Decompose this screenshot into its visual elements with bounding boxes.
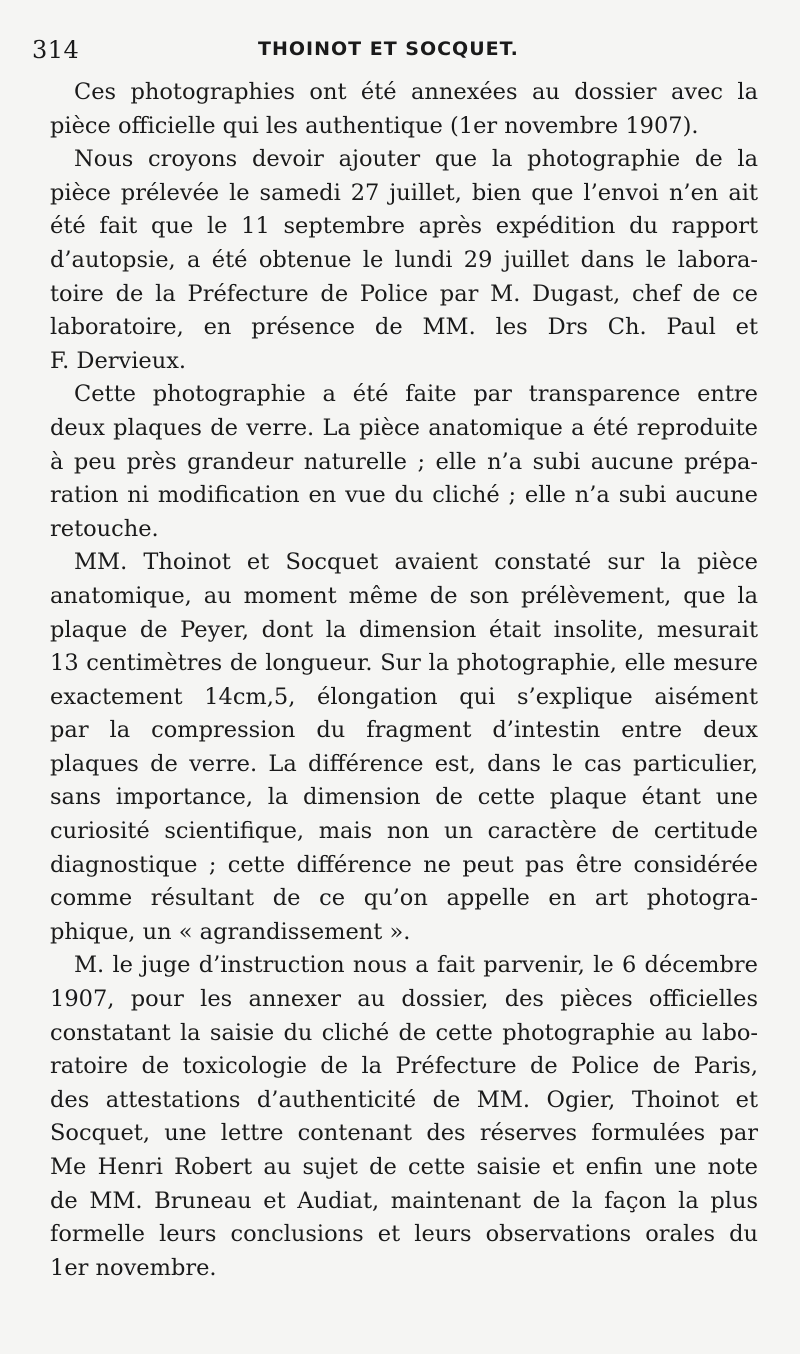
text-line: Socquet, une lettre contenant des réserves formulées par	[50, 1120, 758, 1147]
page-number: 314	[32, 36, 80, 64]
text-line: été fait que le 11 septembre après expédition du rapport	[50, 213, 758, 240]
page-header	[28, 36, 772, 72]
text-line: deux plaques de verre. La pièce anatomique a été reproduite	[50, 414, 758, 441]
text-line: laboratoire, en présence de MM. les Drs Ch. Paul et	[50, 314, 758, 341]
body-text	[50, 76, 758, 1285]
text-line: ratoire de toxicologie de la Préfecture de Police de Paris,	[50, 1053, 758, 1080]
text-line: MM. Thoinot et Socquet avaient constaté sur la pièce	[74, 549, 758, 576]
text-line: des attestations d’authenticité de MM. Ogier, Thoinot et	[50, 1086, 758, 1113]
text-line: Me Henri Robert au sujet de cette saisie et enfin une note	[50, 1154, 758, 1180]
text-line: d’autopsie, a été obtenue le lundi 29 juillet dans le labora-	[50, 246, 758, 273]
text-line: retouche.	[50, 515, 159, 542]
running-head: THOINOT ET SOCQUET.	[258, 38, 519, 60]
text-line: sans importance, la dimension de cette plaque étant une	[50, 784, 758, 811]
text-line: curiosité scientifique, mais non un caractère de certitude	[50, 818, 758, 845]
text-line: par la compression du fragment d’intestin entre deux	[50, 717, 758, 744]
text-line: ration ni modification en vue du cliché ; elle n’a subi aucune	[50, 482, 758, 509]
para-annexes	[50, 76, 758, 143]
text-line: toire de la Préfecture de Police par M. Dugast, chef de ce	[50, 280, 758, 307]
text-line: pièce officielle qui les authentique (1er novembre 1907).	[50, 112, 699, 139]
text-line: diagnostique ; cette différence ne peut pas être considérée	[50, 851, 758, 878]
text-line: 1er novembre.	[50, 1254, 217, 1281]
text-line: comme résultant de ce qu’on appelle en art photogra-	[50, 885, 758, 912]
text-line: constatant la saisie du cliché de cette photographie au labo-	[50, 1019, 758, 1046]
text-line: exactement 14cm,5, élongation qui s’explique aisément	[50, 683, 758, 710]
text-line: F. Dervieux.	[50, 347, 187, 374]
para-transparence	[50, 378, 758, 546]
text-line: anatomique, au moment même de son prélèvement, que la	[50, 582, 758, 609]
text-line: phique, un « agrandissement ».	[50, 918, 411, 945]
para-plaque-peyer	[50, 546, 758, 949]
para-piece-prelevee	[50, 143, 758, 378]
para-juge-instruction	[50, 949, 758, 1285]
text-line: Ces photographies ont été annexées au dossier avec la	[74, 79, 758, 105]
text-line: Cette photographie a été faite par transparence entre	[74, 381, 758, 408]
text-line: plaque de Peyer, dont la dimension était insolite, mesurait	[50, 616, 758, 643]
text-line: 13 centimètres de longueur. Sur la photographie, elle mesure	[50, 650, 758, 677]
text-line: 1907, pour les annexer au dossier, des pièces officielles	[50, 986, 758, 1013]
text-line: M. le juge d’instruction nous a fait parvenir, le 6 décembre	[74, 952, 758, 979]
text-line: plaques de verre. La différence est, dans le cas particulier,	[50, 750, 758, 777]
text-line: à peu près grandeur naturelle ; elle n’a subi aucune prépa-	[50, 448, 758, 475]
text-line: de MM. Bruneau et Audiat, maintenant de la façon la plus	[50, 1187, 758, 1214]
text-line: Nous croyons devoir ajouter que la photographie de la	[74, 146, 758, 173]
text-line: pièce prélevée le samedi 27 juillet, bien que l’envoi n’en ait	[50, 179, 758, 206]
text-line: formelle leurs conclusions et leurs observations orales du	[50, 1221, 758, 1248]
